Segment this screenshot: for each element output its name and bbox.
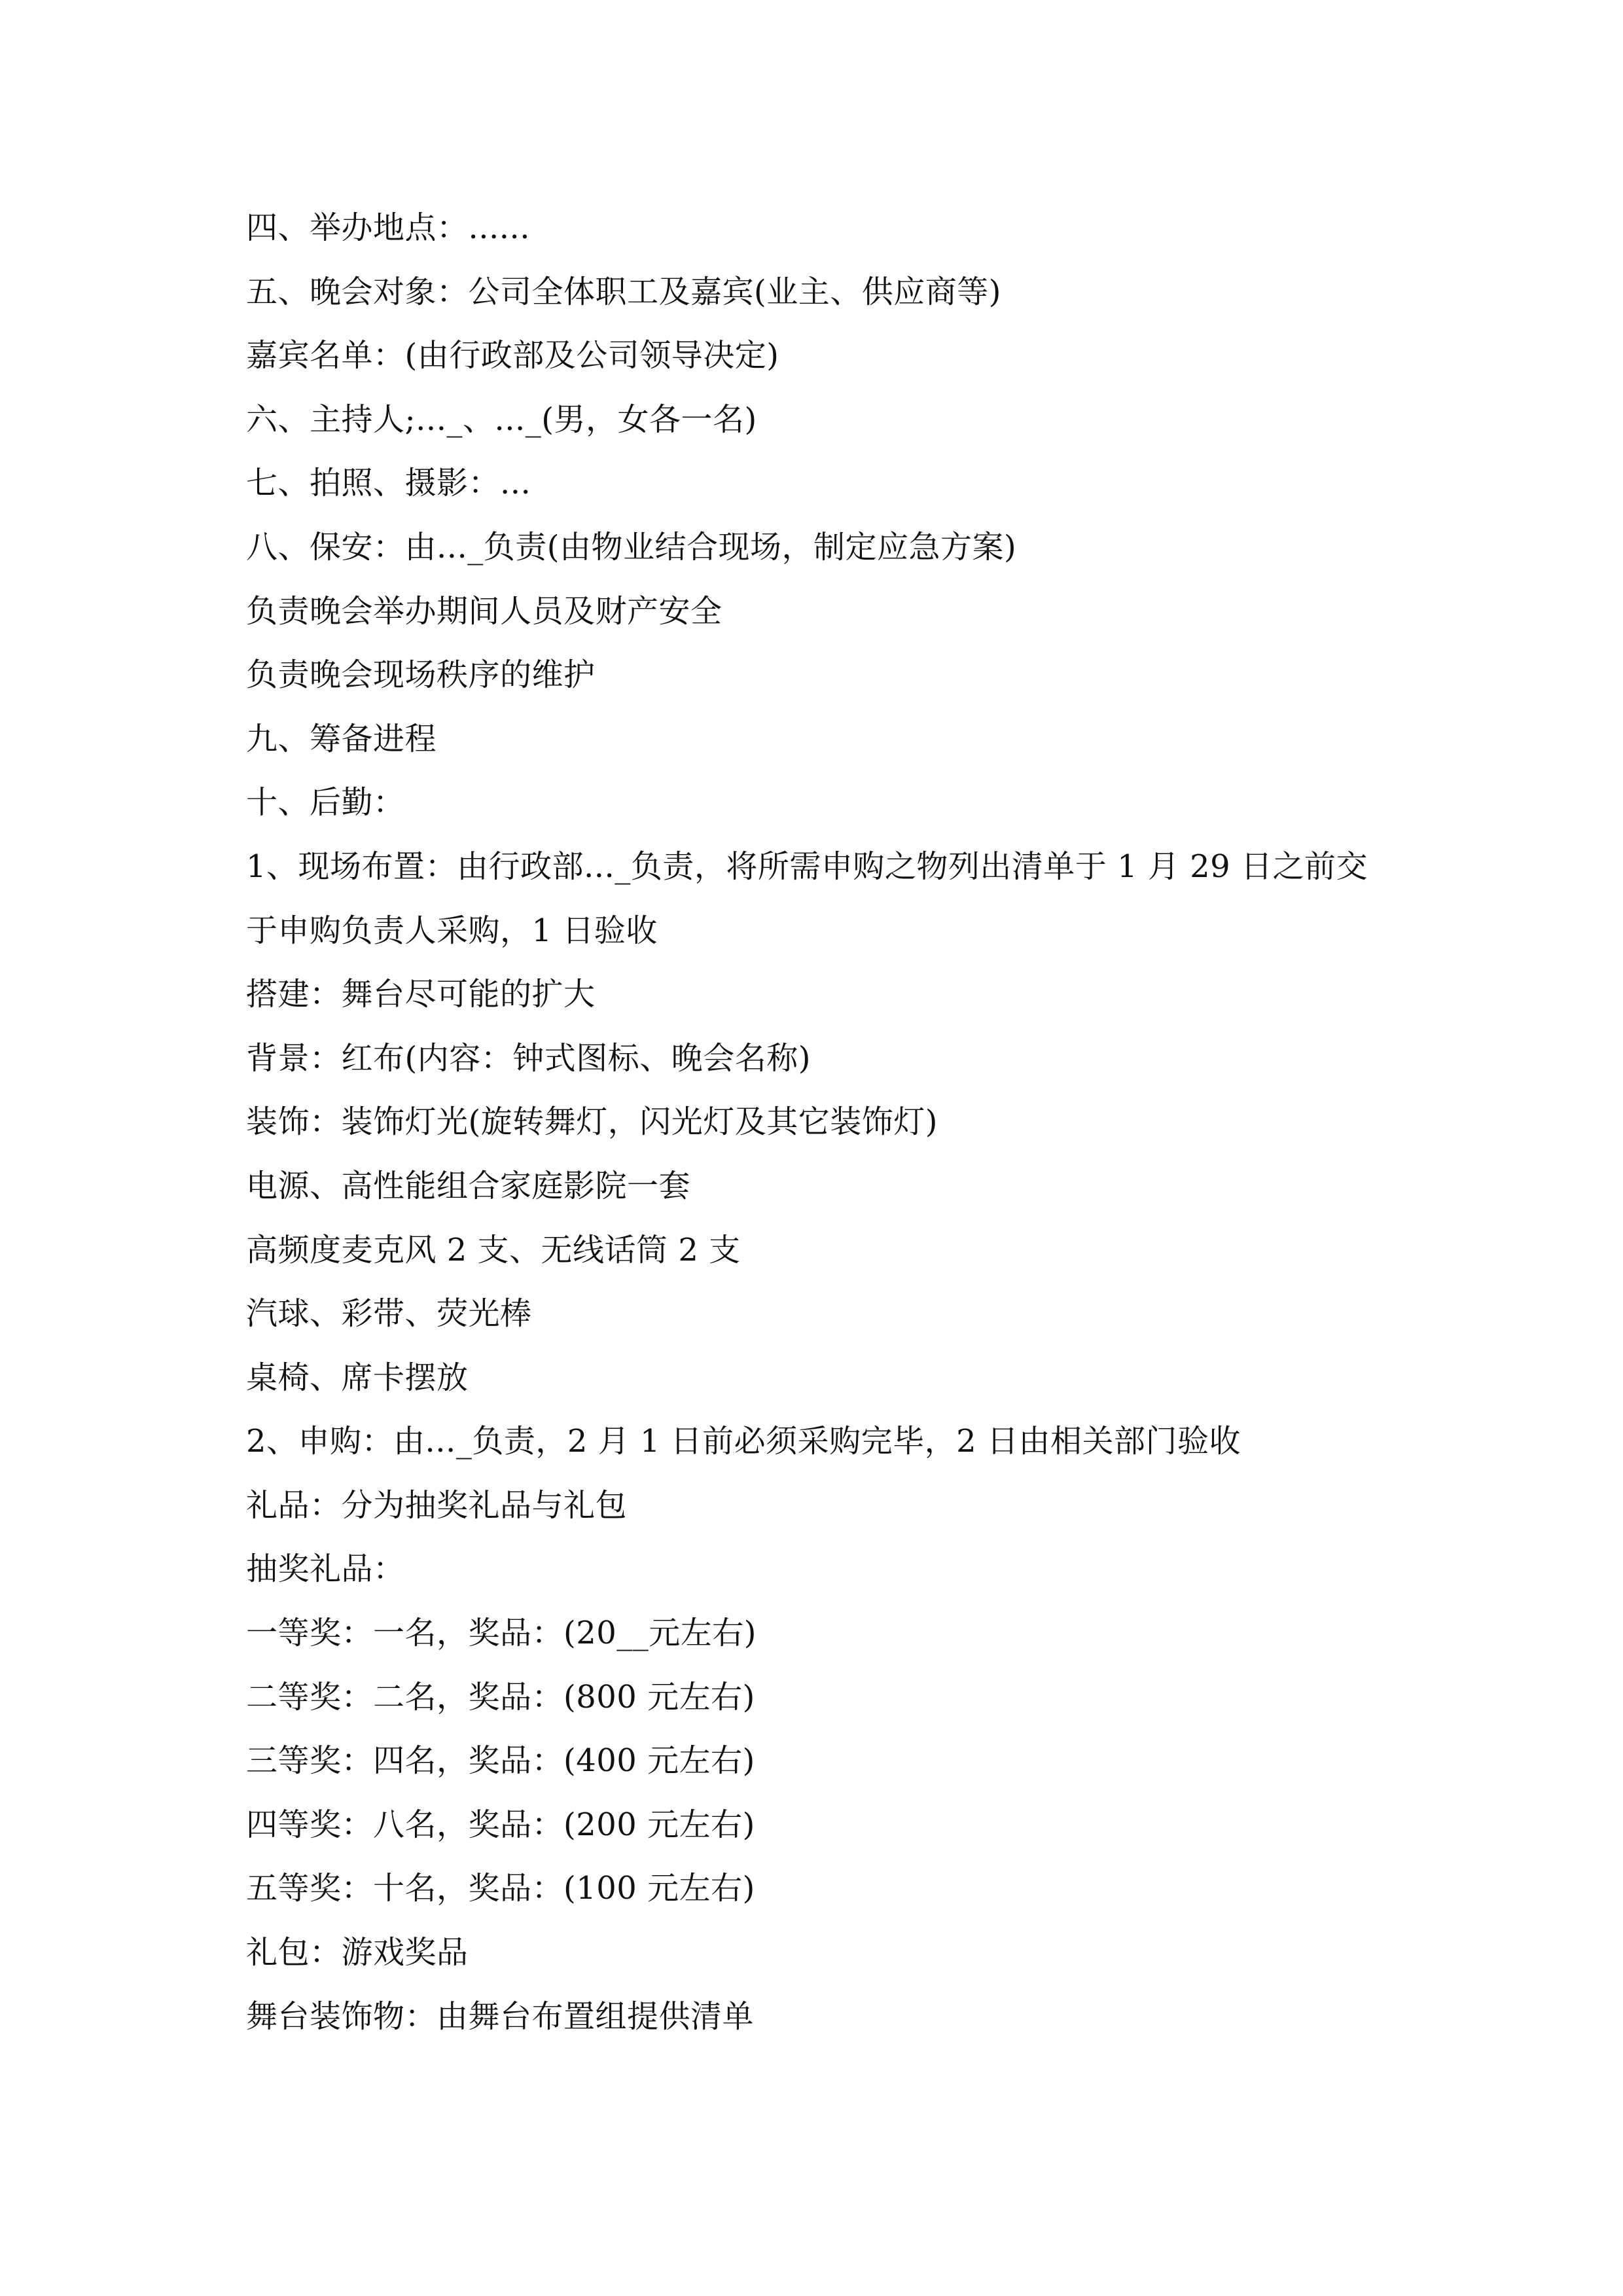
text-line: 七、拍照、摄影：... — [246, 465, 531, 502]
text-line: 六、主持人;..._、..._(男，女各一名) — [246, 401, 757, 438]
text-line: 高频度麦克风 2 支、无线话筒 2 支 — [246, 1231, 741, 1268]
text-line: 十、后勤： — [246, 784, 405, 821]
text-line: 抽奖礼品： — [246, 1551, 405, 1588]
text-line: 桌椅、席卡摆放 — [246, 1359, 469, 1396]
text-line: 舞台装饰物：由舞台布置组提供清单 — [246, 1998, 755, 2035]
text-line: 搭建：舞台尽可能的扩大 — [246, 976, 596, 1013]
text-line: 电源、高性能组合家庭影院一套 — [246, 1167, 691, 1204]
text-line: 四等奖：八名，奖品：(200 元左右) — [246, 1806, 755, 1843]
text-line: 1、现场布置：由行政部..._负责，将所需申购之物列出清单于 1 月 29 日之前交 — [246, 848, 1368, 885]
text-line: 嘉宾名单：(由行政部及公司领导决定) — [246, 337, 779, 374]
text-line: 一等奖：一名，奖品：(20__元左右) — [246, 1615, 757, 1652]
text-line: 五、晚会对象：公司全体职工及嘉宾(业主、供应商等) — [246, 273, 1001, 310]
text-line: 背景：红布(内容：钟式图标、晚会名称) — [246, 1039, 811, 1077]
text-line: 五等奖：十名，奖品：(100 元左右) — [246, 1870, 755, 1907]
text-line: 三等奖：四名，奖品：(400 元左右) — [246, 1742, 755, 1780]
text-line: 礼品：分为抽奖礼品与礼包 — [246, 1486, 628, 1524]
text-line: 九、筹备进程 — [246, 720, 437, 757]
document-body — [246, 196, 1424, 2049]
text-line: 于申购负责人采购，1 日验收 — [246, 912, 658, 949]
text-line: 汽球、彩带、荧光棒 — [246, 1295, 532, 1333]
text-line: 2、申购：由..._负责，2 月 1 日前必须采购完毕，2 日由相关部门验收 — [246, 1423, 1241, 1460]
text-line: 八、保安：由..._负责(由物业结合现场，制定应急方案) — [246, 528, 1017, 565]
text-line: 负责晚会现场秩序的维护 — [246, 656, 596, 694]
text-line: 装饰：装饰灯光(旋转舞灯，闪光灯及其它装饰灯) — [246, 1103, 938, 1141]
text-line: 礼包：游戏奖品 — [246, 1934, 469, 1971]
text-line: 负责晚会举办期间人员及财产安全 — [246, 592, 722, 630]
text-line: 二等奖：二名，奖品：(800 元左右) — [246, 1678, 755, 1715]
text-line: 四、举办地点：...... — [246, 209, 531, 246]
